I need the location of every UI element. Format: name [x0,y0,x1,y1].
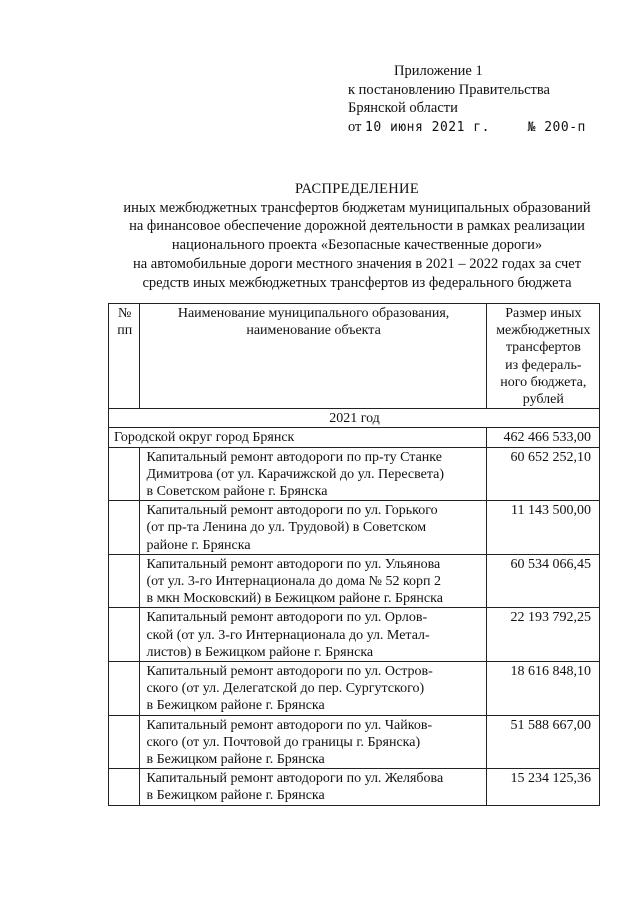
row-number-cell [109,662,140,716]
object-amount-cell: 60 652 252,10 [486,447,599,501]
year-cell: 2021 год [109,409,600,428]
row-number-cell [109,501,140,555]
header-amount-line: из федераль- [505,357,582,373]
object-name-cell [140,501,486,555]
resolution-number: № 200-п [527,119,586,135]
object-name-line: Капитальный ремонт автодороги по ул. Остров- [146,664,433,680]
object-name-line: Капитальный ремонт автодороги по ул. Желябова [146,771,444,787]
municipality-amount: 462 466 533,00 [486,428,599,447]
header-name-line: Наименование муниципального образования, [177,306,450,321]
row-number-cell [109,554,140,608]
object-name-line: ской (от ул. 3-го Интернационала до ул. Метал- [146,627,430,643]
object-name-line: ского (от ул. Почтовой до границы г. Брянска) [146,734,421,750]
object-amount-cell: 15 234 125,36 [486,769,599,805]
row-number-cell [109,769,140,805]
appendix-number: Приложение 1 [394,63,483,79]
object-name-line: Капитальный ремонт автодороги по ул. Горького [146,503,438,519]
header-number-cell [109,304,140,409]
table-row [109,662,600,716]
title-heading: РАСПРЕДЕЛЕНИЕ [295,181,419,197]
row-number-cell [109,447,140,501]
object-amount-cell: 22 193 792,25 [486,608,599,662]
object-name-line: в Советском районе г. Брянска [146,484,328,500]
object-name-line: районе г. Брянска [146,537,251,553]
table-row [109,608,600,662]
row-number-cell [109,715,140,769]
header-num-line: пп [117,323,133,339]
object-name-line: в Бежицком районе г. Брянска [146,752,325,768]
object-name-line: ского (от ул. Делегатской до пер. Сургутского) [146,681,425,697]
municipality-name: Городской округ город Брянск [109,428,487,447]
object-amount-cell: 60 534 066,45 [486,554,599,608]
object-name-cell [140,715,486,769]
header-amount-cell [486,304,599,409]
object-name-line: в Бежицком районе г. Брянска [146,698,325,714]
table-row [109,769,600,805]
object-name-line: (от пр-та Ленина до ул. Трудовой) в Советском [146,520,427,536]
appendix-date-line [348,118,586,138]
appendix-region: Брянской области [348,100,458,116]
year-row [109,409,600,428]
document-title [96,180,618,292]
title-line: иных межбюджетных трансфертов бюджетам муниципальных образований [123,199,591,216]
object-name-line: (от ул. 3-го Интернационала до дома № 52 корп 2 [146,574,442,590]
header-amount-line: Размер иных [505,306,582,321]
table-row [109,715,600,769]
object-name-line: Капитальный ремонт автодороги по ул. Орлов- [146,610,428,626]
distribution-table [108,303,600,806]
municipality-row [109,428,600,447]
table-row [109,501,600,555]
appendix-resolution: к постановлению Правительства [348,81,550,98]
table-header-row [109,304,600,409]
object-name-cell [140,608,486,662]
table-row [109,447,600,501]
object-amount-cell: 51 588 667,00 [486,715,599,769]
title-line: на финансовое обеспечение дорожной деятельности в рамках реализации [129,218,585,235]
object-name-cell [140,769,486,805]
object-name-line: Димитрова (от ул. Карачижской до ул. Пересвета) [146,466,445,482]
object-name-cell [140,447,486,501]
object-name-line: в мкн Московский) в Бежицком районе г. Брянска [146,591,443,607]
object-name-line: в Бежицком районе г. Брянска [146,788,325,804]
object-name-line: Капитальный ремонт автодороги по ул. Чайков- [146,717,433,733]
object-name-line: Капитальный ремонт автодороги по ул. Ульянова [146,556,441,572]
header-amount-line: трансфертов [505,340,581,356]
header-name-line: наименование объекта [246,323,381,339]
object-name-line: Капитальный ремонт автодороги по пр-ту Станке [146,449,442,465]
date-prefix: от [348,118,362,135]
title-line: средств иных межбюджетных трансфертов из федерального бюджета [142,274,572,291]
row-number-cell [109,608,140,662]
header-name-cell [140,304,486,409]
object-name-cell [140,554,486,608]
header-amount-line: межбюджетных [496,323,591,339]
header-amount-line: рублей [522,392,564,408]
object-rows [109,447,600,805]
object-amount-cell: 11 143 500,00 [486,501,599,555]
title-line: национального проекта «Безопасные качественные дороги» [171,237,543,254]
object-amount-cell: 18 616 848,10 [486,662,599,716]
appendix-block [348,62,586,137]
header-amount-line: ного бюджета, [500,374,587,390]
object-name-cell [140,662,486,716]
table-row [109,554,600,608]
title-line: на автомобильные дороги местного значения в 2021 – 2022 годах за счет [132,255,582,272]
resolution-date: 10 июня 2021 г. [365,119,490,135]
header-num-line: № [118,306,132,321]
object-name-line: листов) в Бежицком районе г. Брянска [146,644,374,660]
